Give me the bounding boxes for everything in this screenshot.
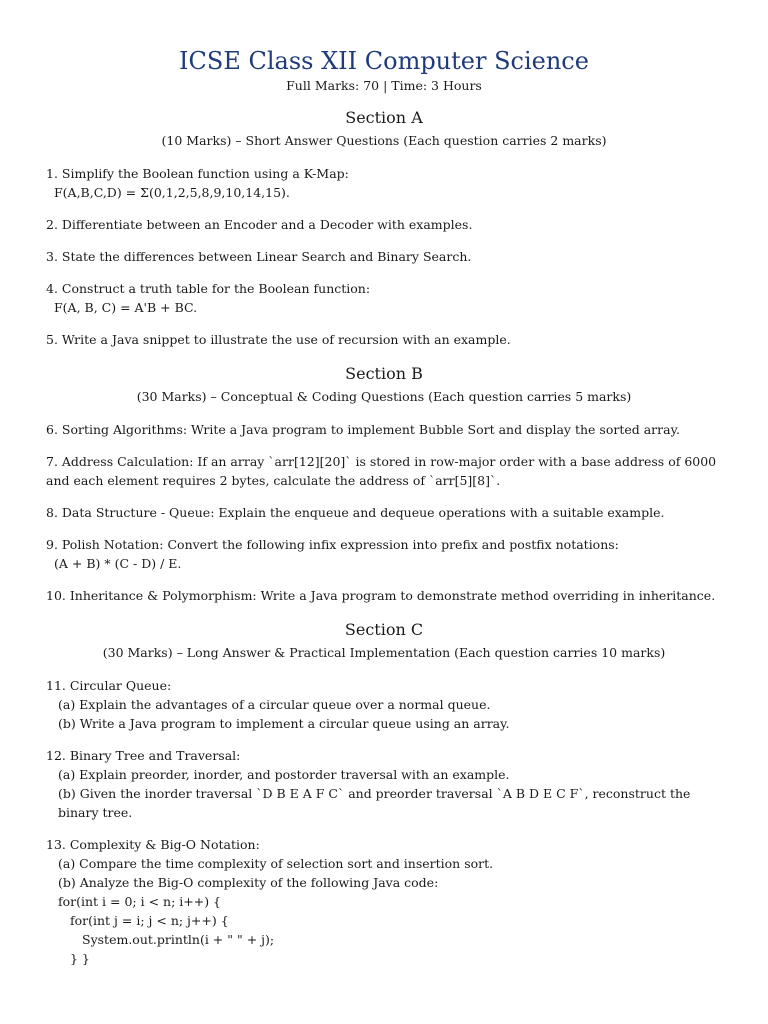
section-c — [46, 618, 722, 968]
question-text: 3. State the differences between Linear Search and Binary Search. — [46, 249, 472, 264]
question-part: (b) Write a Java program to implement a circular queue using an array. — [58, 716, 510, 731]
question-text: 5. Write a Java snippet to illustrate the use of recursion with an example. — [46, 332, 511, 347]
question-3 — [46, 247, 722, 266]
section-a — [46, 106, 722, 349]
question-text: 4. Construct a truth table for the Boolean function: — [46, 281, 371, 296]
question-6 — [46, 420, 722, 439]
question-text: 9. Polish Notation: Convert the following infix expression into prefix and postfix notations: — [46, 537, 619, 552]
question-text: 11. Circular Queue: — [46, 678, 172, 693]
question-text: 6. Sorting Algorithms: Write a Java program to implement Bubble Sort and display the sorted array. — [46, 422, 680, 437]
question-13 — [46, 835, 722, 968]
question-text: 8. Data Structure - Queue: Explain the enqueue and dequeue operations with a suitable example. — [46, 505, 665, 520]
question-detail: F(A,B,C,D) = Σ(0,1,2,5,8,9,10,14,15). — [54, 185, 290, 200]
code-line: for(int j = i; j < n; j++) { — [70, 913, 229, 928]
question-part: (a) Explain the advantages of a circular queue over a normal queue. — [58, 697, 491, 712]
section-subheading: (30 Marks) – Conceptual & Coding Questions (Each question carries 5 marks) — [136, 389, 632, 404]
question-detail: (A + B) * (C - D) / E. — [54, 556, 182, 571]
question-9 — [46, 535, 722, 573]
question-7 — [46, 452, 722, 490]
marks-time-info: Full Marks: 70 | Time: 3 Hours — [286, 78, 482, 93]
section-b — [46, 362, 722, 605]
question-10 — [46, 586, 722, 605]
question-part: (a) Explain preorder, inorder, and postorder traversal with an example. — [58, 767, 510, 782]
section-subheading: (30 Marks) – Long Answer & Practical Implementation (Each question carries 10 marks) — [102, 645, 666, 660]
question-8 — [46, 503, 722, 522]
section-subheading: (10 Marks) – Short Answer Questions (Each question carries 2 marks) — [161, 133, 607, 148]
question-text: 10. Inheritance & Polymorphism: Write a Java program to demonstrate method overriding in inheritance. — [46, 588, 716, 603]
question-part: (b) Given the inorder traversal `D B E A F C` and preorder traversal `A B D E C F`, reconstruct the binary tree. — [58, 786, 691, 820]
question-5 — [46, 330, 722, 349]
question-11 — [46, 676, 722, 733]
question-part: (b) Analyze the Big-O complexity of the following Java code: — [58, 875, 439, 890]
code-line: } } — [70, 951, 90, 966]
question-12 — [46, 746, 722, 822]
question-detail: F(A, B, C) = A'B + BC. — [54, 300, 198, 315]
paper-title: ICSE Class XII Computer Science — [179, 47, 589, 75]
question-4 — [46, 279, 722, 317]
code-line: for(int i = 0; i < n; i++) { — [58, 894, 222, 909]
question-text: 13. Complexity & Big-O Notation: — [46, 837, 260, 852]
question-text: 12. Binary Tree and Traversal: — [46, 748, 241, 763]
question-text: 2. Differentiate between an Encoder and a Decoder with examples. — [46, 217, 473, 232]
section-heading: Section A — [345, 108, 423, 127]
section-heading: Section B — [345, 364, 423, 383]
code-line: System.out.println(i + " " + j); — [82, 932, 275, 947]
question-2 — [46, 215, 722, 234]
section-heading: Section C — [344, 620, 424, 639]
question-part: (a) Compare the time complexity of selection sort and insertion sort. — [58, 856, 494, 871]
question-text: 1. Simplify the Boolean function using a K-Map: — [46, 166, 349, 181]
question-text: 7. Address Calculation: If an array `arr[12][20]` is stored in row-major order with a base address of 6000 and each element requires 2 bytes, calculate the address of `arr[5][8]`. — [46, 454, 717, 488]
question-1 — [46, 164, 722, 202]
